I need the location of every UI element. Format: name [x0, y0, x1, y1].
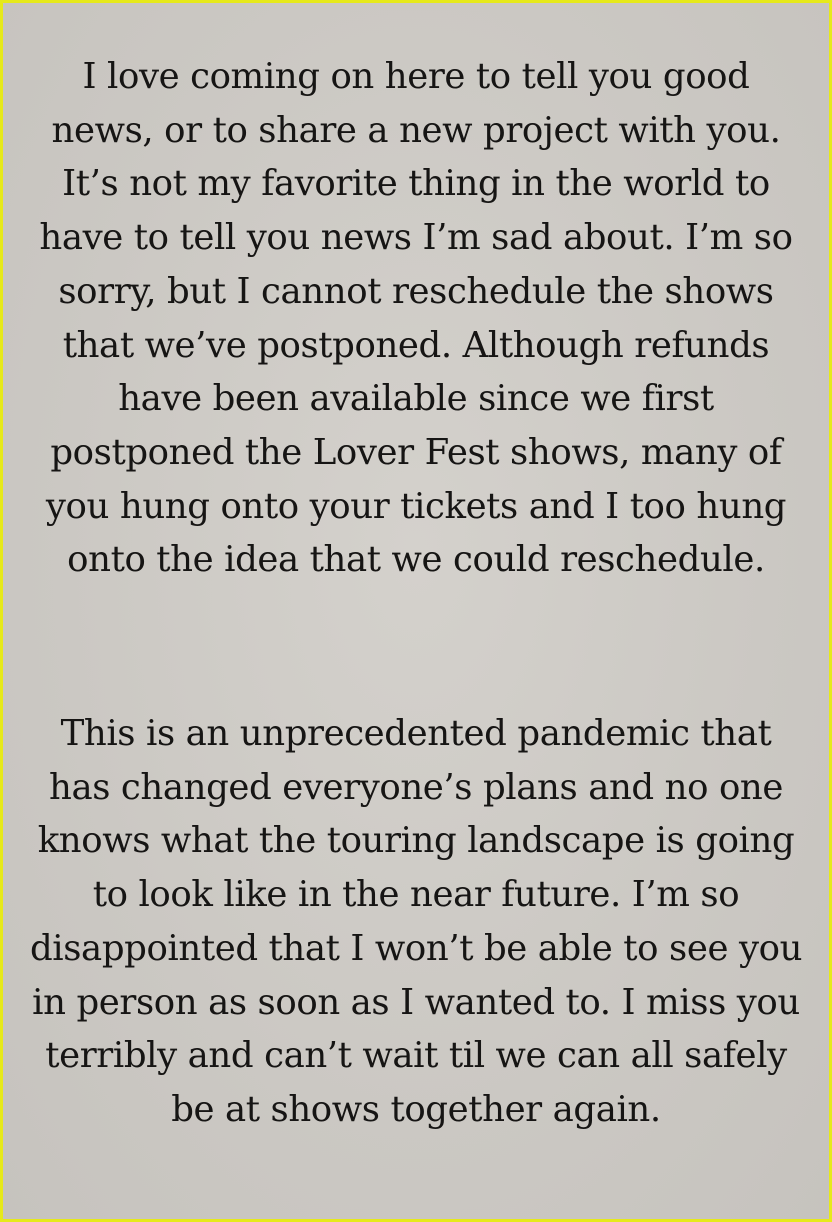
- text-line: sorry, but I cannot reschedule the shows: [58, 270, 774, 312]
- text-line: I love coming on here to tell you good: [82, 56, 750, 97]
- text-line: This is an unprecedented pandemic that: [60, 713, 772, 754]
- text-line: to look like in the near future. I’m so: [92, 874, 740, 916]
- text-line: has changed everyone’s plans and no one: [49, 766, 783, 808]
- text-line: postponed the Lover Fest shows, many of: [50, 431, 782, 473]
- paragraph-2: [3, 707, 829, 1137]
- text-line: news, or to share a new project with you.: [51, 109, 781, 151]
- text-line: have been available since we first: [118, 378, 714, 420]
- text-line: onto the idea that we could reschedule.: [67, 539, 765, 581]
- text-line: you hung onto your tickets and I too hung: [45, 485, 787, 527]
- text-line: terribly and can’t wait til we can all safely: [45, 1035, 787, 1077]
- text-line: disappointed that I won’t be able to see you: [29, 927, 803, 969]
- text-line: have to tell you news I’m sad about. I’m so: [39, 217, 793, 259]
- note-card: [3, 3, 829, 1219]
- paragraph-1: [3, 50, 829, 587]
- text-line: that we’ve postponed. Although refunds: [62, 324, 770, 366]
- text-line: be at shows together again.: [171, 1088, 661, 1130]
- text-line: knows what the touring landscape is going: [37, 820, 795, 862]
- text-line: It’s not my favorite thing in the world to: [62, 163, 770, 205]
- text-line: in person as soon as I wanted to. I miss you: [32, 981, 800, 1023]
